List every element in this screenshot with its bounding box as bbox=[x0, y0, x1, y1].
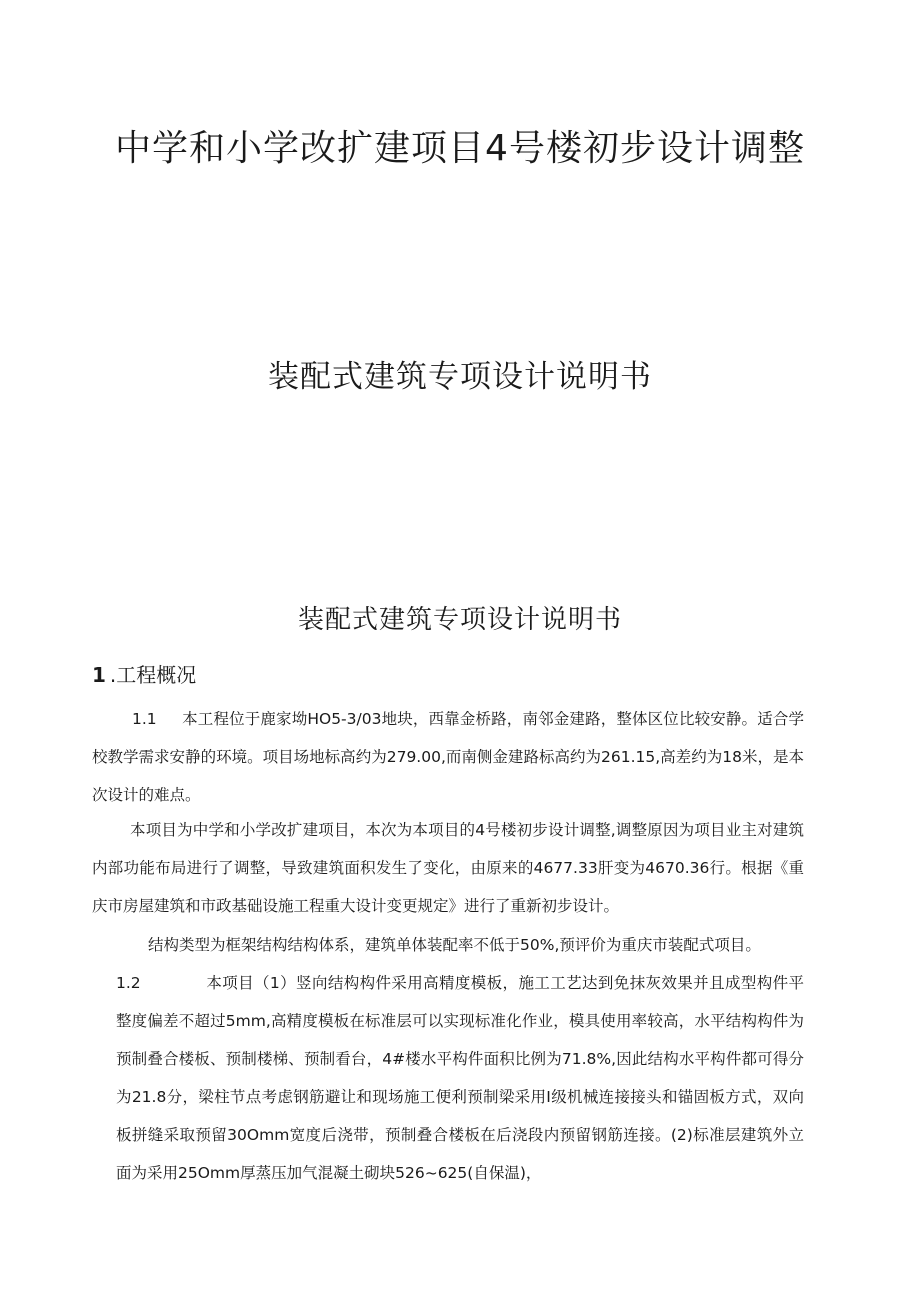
section-heading bbox=[92, 661, 196, 689]
paragraph-1-2 bbox=[116, 964, 804, 1192]
section-number: 1 bbox=[92, 663, 106, 687]
paragraph-project-background: 本项目为中学和小学改扩建项目，本次为本项目的4号楼初步设计调整,调整原因为项目业主对建筑内部功能布局进行了调整，导致建筑面积发生了变化，由原来的4677.33肝变为4670.36行。根据《重庆市房屋建筑和市政基础设施工程重大设计变更规定》进行了重新初步设计。 bbox=[92, 821, 804, 915]
paragraph-structure-type: 结构类型为框架结构结构体系，建筑单体装配率不低于50%,预评价为重庆市装配式项目。 bbox=[148, 936, 761, 954]
paragraph-number: 1.2 bbox=[116, 974, 141, 992]
section-heading-text: .工程概况 bbox=[109, 663, 197, 687]
document-subtitle-secondary: 装配式建筑专项设计说明书 bbox=[297, 605, 622, 635]
document-subtitle-primary: 装配式建筑专项设计说明书 bbox=[268, 359, 652, 395]
paragraph-number: 1.1 bbox=[132, 710, 157, 728]
document-title: 中学和小学改扩建项目4号楼初步设计调整 bbox=[115, 128, 805, 169]
paragraph-text: 本工程位于鹿家坳HO5-3/03地块，西靠金桥路，南邻金建路，整体区位比较安静。适合学校教学需求安静的环境。项目场地标高约为279.00,而南侧金建路标高约为261.15,高差约为18米，是本次设计的难点。 bbox=[92, 710, 804, 804]
paragraph-1-1 bbox=[92, 700, 804, 814]
paragraph-text: 本项目（1）竖向结构构件采用高精度模板，施工工艺达到免抹灰效果并且成型构件平整度偏差不超过5mm,高精度模板在标准层可以实现标准化作业，模具使用率较高，水平结构构件为预制叠合楼板、预制楼梯、预制看台，4#楼水平构件面积比例为71.8%,因此结构水平构件都可得分为21.8分，梁柱节点考虑钢筋避让和现场施工便利预制梁采用I级机械连接接头和锚固板方式，双向板拼缝采取预留30Omm宽度后浇带，预制叠合楼板在后浇段内预留钢筋连接。(2)标准层建筑外立面为采用25Omm厚蒸压加气混凝土砌块526~625(自保温)， bbox=[116, 974, 804, 1182]
